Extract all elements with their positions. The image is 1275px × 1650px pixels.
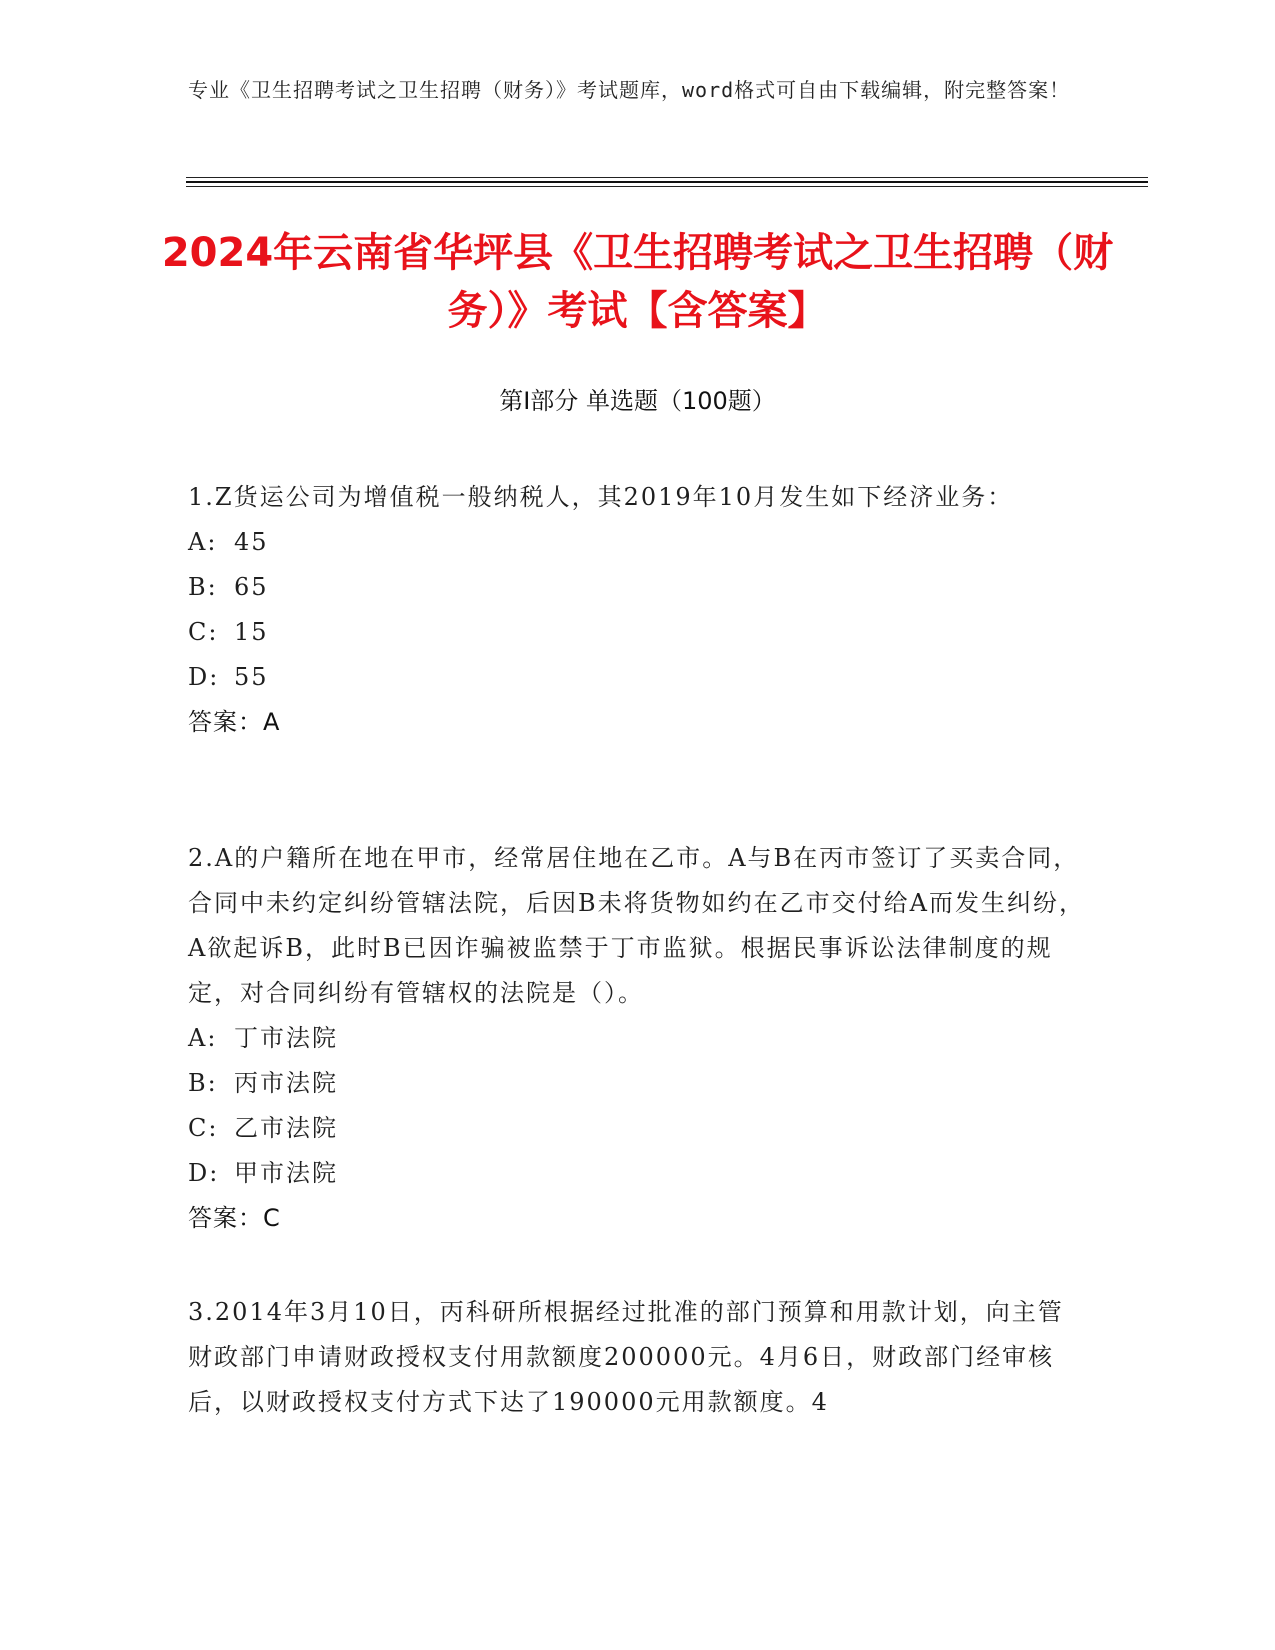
option-text: 甲市法院 [234, 1159, 338, 1187]
header-divider [186, 177, 1148, 178]
option-text: 45 [234, 528, 269, 556]
option-d [188, 1151, 1088, 1196]
option-letter: B: [188, 573, 218, 601]
option-text: 55 [234, 663, 269, 691]
answer-line: 答案：A [188, 708, 281, 736]
question-stem: 1.Z货运公司为增值税一般纳税人，其2019年10月发生如下经济业务： [188, 483, 1014, 511]
question-1 [188, 475, 1088, 745]
option-letter: A: [188, 1024, 218, 1052]
header-divider [186, 186, 1148, 187]
section-heading: 第I部分 单选题（100题） [499, 387, 776, 415]
option-d [188, 655, 1088, 700]
option-letter: C: [188, 1114, 219, 1142]
answer-line: 答案：C [188, 1204, 281, 1232]
option-text: 丙市法院 [234, 1069, 338, 1097]
option-letter: D: [188, 663, 220, 691]
option-c [188, 1106, 1088, 1151]
option-a [188, 1016, 1088, 1061]
option-b [188, 1061, 1088, 1106]
option-c [188, 610, 1088, 655]
option-text: 乙市法院 [234, 1114, 338, 1142]
option-letter: B: [188, 1069, 218, 1097]
document-title: 2024年云南省华坪县《卫生招聘考试之卫生招聘（财务）》考试【含答案】 [161, 230, 1114, 334]
option-text: 15 [234, 618, 269, 646]
question-3 [188, 1290, 1088, 1425]
question-2 [188, 836, 1088, 1241]
option-text: 65 [234, 573, 269, 601]
option-text: 丁市法院 [234, 1024, 338, 1052]
question-stem: 3.2014年3月10日，丙科研所根据经过批准的部门预算和用款计划，向主管财政部门申请财政授权支付用款额度200000元。4月6日，财政部门经审核后，以财政授权支付方式下达了190000元用款额度。4 [188, 1298, 1064, 1416]
header-divider [186, 181, 1148, 183]
option-a [188, 520, 1088, 565]
header-note: 专业《卫生招聘考试之卫生招聘（财务）》考试题库，word格式可自由下载编辑，附完整答案！ [188, 78, 1071, 102]
option-letter: D: [188, 1159, 220, 1187]
option-b [188, 565, 1088, 610]
option-letter: A: [188, 528, 218, 556]
option-letter: C: [188, 618, 219, 646]
question-stem: 2.A的户籍所在地在甲市，经常居住地在乙市。A与B在丙市签订了买卖合同，合同中未约定纠纷管辖法院，后因B未将货物如约在乙市交付给A而发生纠纷，A欲起诉B，此时B已因诈骗被监禁于丁市监狱。根据民事诉讼法律制度的规定，对合同纠纷有管辖权的法院是（）。 [188, 844, 1085, 1007]
